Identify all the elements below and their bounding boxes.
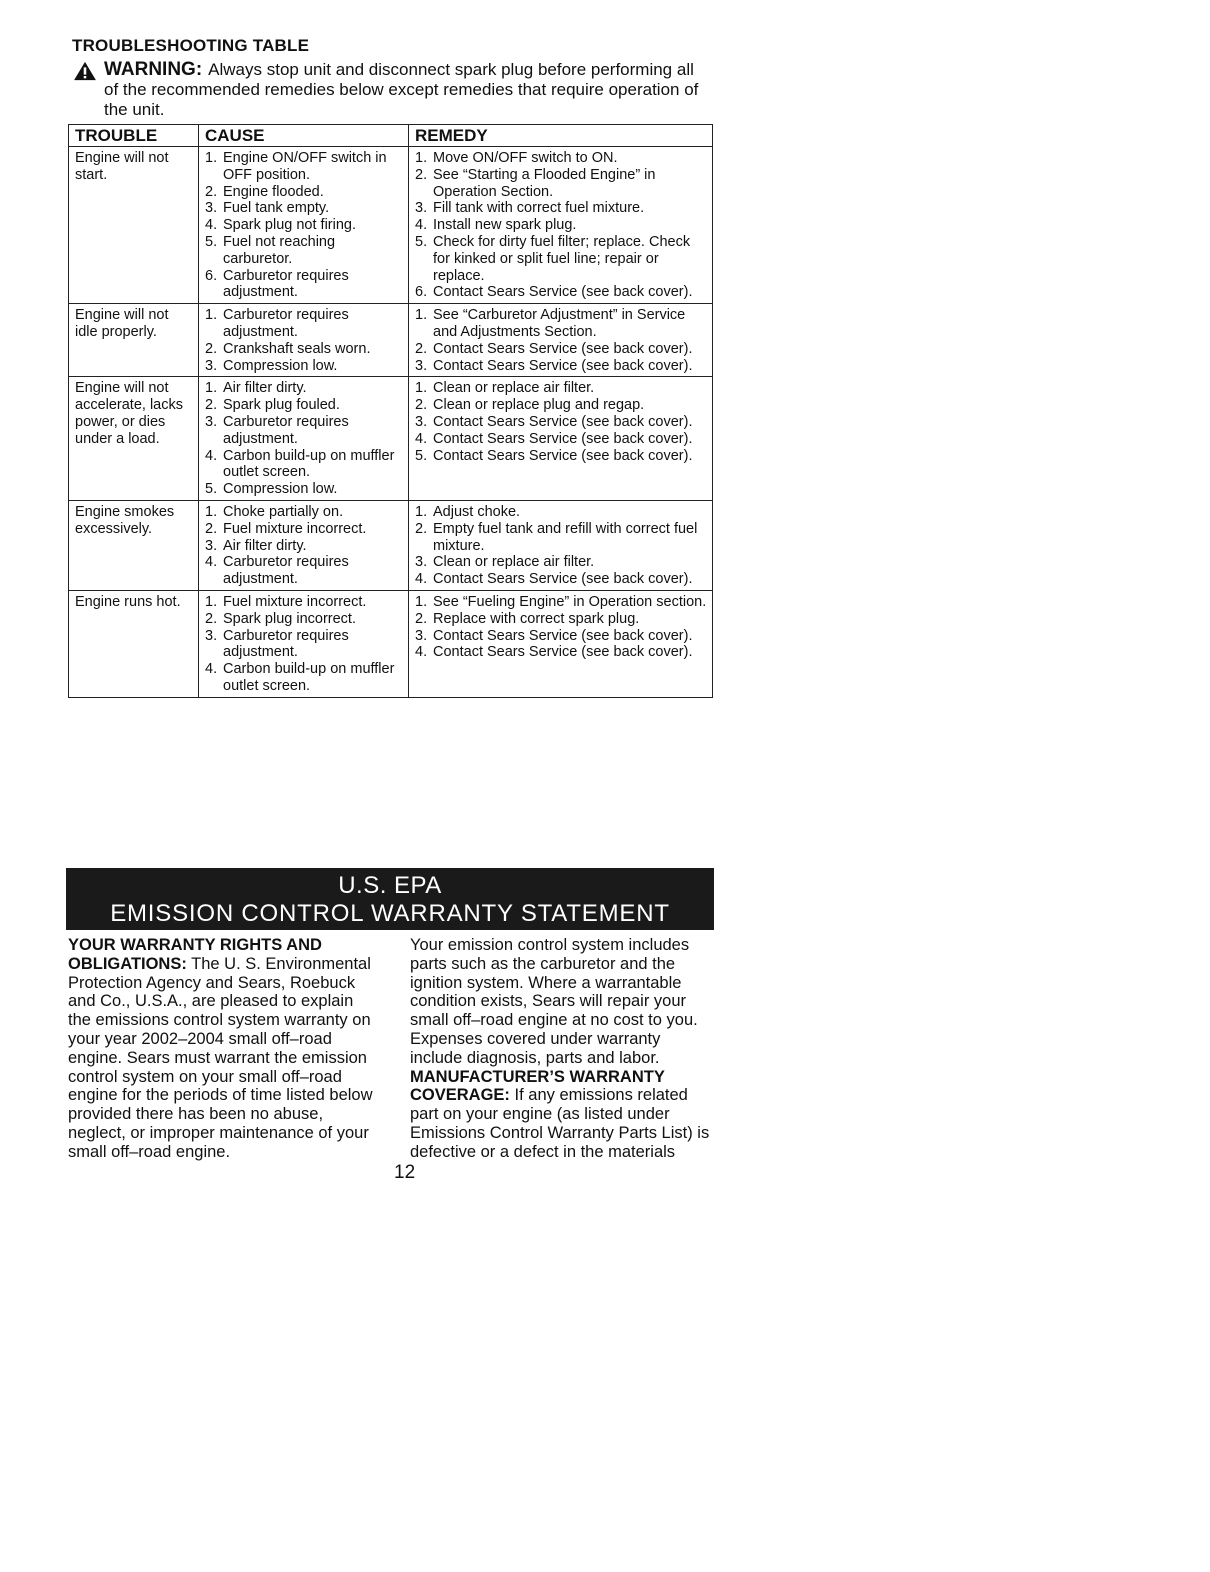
troubleshooting-section [68,36,712,698]
remedy-item-text: Clean or replace plug and regap. [433,397,645,414]
cause-item [205,504,404,521]
remedy-item-number: 2. [415,166,428,183]
cause-item-text: Engine flooded. [223,183,324,200]
remedy-item-number: 2. [415,340,428,357]
table-row [69,304,713,377]
cause-item [205,341,404,358]
cause-item [205,594,404,611]
cause-item-number: 4. [205,447,218,464]
cause-item-number: 4. [205,217,218,234]
coverage-heading: MANUFACTURER’S WARRANTY COVERAGE: [410,1067,665,1105]
table-row [69,500,713,590]
cause-item [205,184,404,201]
header-trouble: TROUBLE [69,125,199,147]
table-body [69,147,713,698]
cause-item-number: 1. [205,593,218,610]
troubleshooting-title: TROUBLESHOOTING TABLE [72,36,310,55]
remedy-item [415,504,708,521]
cause-item-text: Carburetor requires adjustment. [223,267,349,301]
cause-item-number: 2. [205,397,218,414]
troubleshooting-table [68,124,713,698]
remedy-cell [409,147,713,304]
remedy-item [415,234,708,284]
cause-item-number: 2. [205,520,218,537]
cause-cell [199,377,409,501]
remedy-item [415,644,708,661]
remedy-item [415,554,708,571]
remedy-item-number: 2. [415,610,428,627]
remedy-item-number: 3. [415,413,428,430]
trouble-cell: Engine smokes excessively. [69,500,199,590]
remedy-item-text: Contact Sears Service (see back cover). [433,413,693,430]
remedy-item-text: Contact Sears Service (see back cover). [433,284,693,301]
cause-item-text: Carbon build-up on muffler outlet screen. [223,661,395,694]
banner-line-1: U.S. EPA [338,872,442,899]
warranty-left-column [68,936,376,1162]
remedy-cell [409,500,713,590]
remedy-item [415,167,708,201]
remedy-item-text: Contact Sears Service (see back cover). [433,340,693,357]
trouble-cell: Engine runs hot. [69,590,199,697]
warning-label: WARNING: [104,59,203,80]
warning-block [68,60,712,120]
remedy-item-text: Fill tank with correct fuel mixture. [433,200,645,217]
trouble-cell: Engine will not accelerate, lacks power, or dies under a load. [69,377,199,501]
cause-item [205,414,404,448]
remedy-item-number: 2. [415,397,428,414]
header-remedy: REMEDY [409,125,713,147]
remedy-item-number: 2. [415,520,428,537]
remedy-item-text: See “Starting a Flooded Engine” in Operation Section. [433,166,656,200]
remedy-item-number: 4. [415,571,428,588]
cause-item-text: Carburetor requires adjustment. [223,554,349,588]
remedy-item-number: 3. [415,554,428,571]
cause-item-text: Spark plug not firing. [223,217,356,234]
remedy-item-number: 1. [415,593,428,610]
cause-item-text: Carbon build-up on muffler outlet screen. [223,447,395,481]
remedy-item [415,217,708,234]
remedy-item-text: Clean or replace air filter. [433,554,595,571]
cause-item-text: Fuel mixture incorrect. [223,520,367,537]
cause-item [205,200,404,217]
coverage-text: If any emissions related part on your engine (as listed under Emissions Control Warranty Parts List) is defective or a defect in the materials [410,1086,710,1161]
cause-item-number: 3. [205,413,218,430]
warranty-right-column [410,936,714,1162]
trouble-cell: Engine will not idle properly. [69,304,199,377]
cause-item-number: 3. [205,627,218,644]
remedy-item-number: 1. [415,380,428,397]
remedy-item-text: See “Carburetor Adjustment” in Service and Adjustments Section. [433,307,686,340]
page-number: 12 [394,1162,416,1183]
remedy-item-number: 4. [415,217,428,234]
remedy-item-number: 3. [415,627,428,644]
cause-item-number: 1. [205,380,218,397]
remedy-item-text: Adjust choke. [433,503,521,520]
table-row [69,590,713,697]
cause-item-text: Spark plug incorrect. [223,610,356,627]
cause-item [205,268,404,302]
remedy-cell [409,590,713,697]
cause-item-number: 3. [205,357,218,374]
remedy-item-number: 1. [415,150,428,166]
remedy-item [415,414,708,431]
cause-item-number: 4. [205,554,218,571]
cause-item-text: Air filter dirty. [223,537,307,554]
cause-item [205,661,404,695]
cause-item-text: Compression low. [223,357,338,374]
remedy-item-number: 6. [415,284,428,301]
cause-item-text: Crankshaft seals worn. [223,340,371,357]
cause-item-number: 2. [205,340,218,357]
table-row [69,377,713,501]
cause-item-number: 3. [205,537,218,554]
table-row [69,147,713,304]
remedy-cell [409,304,713,377]
cause-cell [199,304,409,377]
cause-item-number: 2. [205,610,218,627]
warranty-rights-text: The U. S. Environmental Protection Agency and Sears, Roebuck and Co., U.S.A., are pleased to explain the emissions control system warranty on your year 2002–2004 small off–road engine. Sears must warrant the emission control system on your small off–road engine for the periods of time listed below provided there has been no abuse, neglect, or improper maintenance of your small off–road engine. [68,954,373,1161]
remedy-item-number: 1. [415,503,428,520]
cause-item-text: Spark plug fouled. [223,397,340,414]
cause-item-number: 3. [205,200,218,217]
cause-item [205,358,404,375]
remedy-item [415,594,708,611]
warranty-columns [68,936,714,1162]
remedy-item-text: Contact Sears Service (see back cover). [433,571,693,588]
cause-item [205,380,404,397]
remedy-item-text: Empty fuel tank and refill with correct fuel mixture. [433,520,698,554]
remedy-item [415,571,708,588]
remedy-item [415,611,708,628]
cause-item-number: 1. [205,503,218,520]
banner-line-2: EMISSION CONTROL WARRANTY STATEMENT [110,900,670,927]
cause-cell [199,590,409,697]
cause-item-number: 6. [205,267,218,284]
remedy-item-text: Clean or replace air filter. [433,380,595,397]
remedy-item-text: Install new spark plug. [433,217,577,234]
cause-item [205,150,404,184]
cause-item-text: Engine ON/OFF switch in OFF position. [223,150,387,183]
cause-item-number: 5. [205,233,218,250]
cause-item-number: 2. [205,183,218,200]
remedy-item [415,431,708,448]
remedy-item-number: 1. [415,307,428,324]
remedy-item [415,448,708,465]
remedy-item-number: 3. [415,200,428,217]
remedy-item-number: 5. [415,447,428,464]
cause-item [205,448,404,482]
cause-item [205,554,404,588]
remedy-item-text: Contact Sears Service (see back cover). [433,357,693,374]
remedy-item [415,150,708,167]
cause-item [205,538,404,555]
remedy-item-text: Replace with correct spark plug. [433,610,640,627]
cause-item-text: Carburetor requires adjustment. [223,307,349,340]
warranty-rights-heading: YOUR WARRANTY RIGHTS AND OBLIGATIONS: [68,936,322,973]
remedy-item-text: Check for dirty fuel filter; replace. Check for kinked or split fuel line; repair or replace. [433,233,691,284]
remedy-item [415,397,708,414]
remedy-item [415,284,708,301]
emission-parts-paragraph: Your emission control system includes parts such as the carburetor and the ignition system. Where a warrantable condition exists, Sears will repair your small off–road engine at no cost to you. Expenses covered under warranty include diagnosis, parts and labor. [410,936,698,1067]
cause-item-text: Fuel tank empty. [223,200,330,217]
remedy-item-text: Contact Sears Service (see back cover). [433,644,693,661]
epa-banner [66,868,714,930]
cause-item-number: 1. [205,150,218,166]
trouble-cell: Engine will not start. [69,147,199,304]
cause-item [205,397,404,414]
cause-item-text: Air filter dirty. [223,380,307,397]
remedy-item [415,358,708,375]
remedy-cell [409,377,713,501]
warning-text: Always stop unit and disconnect spark plug before performing all of the recommended remedies below except remedies that require operation of the unit. [104,60,699,119]
cause-item-number: 4. [205,661,218,678]
remedy-item [415,628,708,645]
coverage-paragraph [410,1068,714,1162]
remedy-item-number: 4. [415,430,428,447]
cause-cell [199,147,409,304]
cause-item [205,307,404,341]
cause-item-text: Compression low. [223,481,338,498]
cause-item [205,611,404,628]
cause-item [205,217,404,234]
remedy-item-text: Move ON/OFF switch to ON. [433,150,618,166]
cause-item-number: 1. [205,307,218,324]
warranty-rights-paragraph [68,936,376,1162]
header-cause: CAUSE [199,125,409,147]
cause-item [205,628,404,662]
cause-item-text: Fuel not reaching carburetor. [223,233,336,267]
cause-item [205,481,404,498]
cause-cell [199,500,409,590]
cause-item-text: Carburetor requires adjustment. [223,627,349,661]
cause-item [205,234,404,268]
remedy-item-number: 5. [415,233,428,250]
remedy-item [415,521,708,555]
remedy-item-number: 4. [415,644,428,661]
cause-item-text: Fuel mixture incorrect. [223,593,367,610]
remedy-item [415,341,708,358]
cause-item-text: Choke partially on. [223,503,344,520]
cause-item [205,521,404,538]
remedy-item [415,307,708,341]
cause-item-text: Carburetor requires adjustment. [223,413,349,447]
remedy-item-text: See “Fueling Engine” in Operation section. [433,593,707,610]
remedy-item [415,380,708,397]
table-header-row [69,125,713,147]
remedy-item-text: Contact Sears Service (see back cover). [433,627,693,644]
cause-item-number: 5. [205,481,218,498]
remedy-item-text: Contact Sears Service (see back cover). [433,447,693,464]
remedy-item-number: 3. [415,357,428,374]
warning-triangle-icon [72,61,98,81]
remedy-item [415,200,708,217]
remedy-item-text: Contact Sears Service (see back cover). [433,430,693,447]
